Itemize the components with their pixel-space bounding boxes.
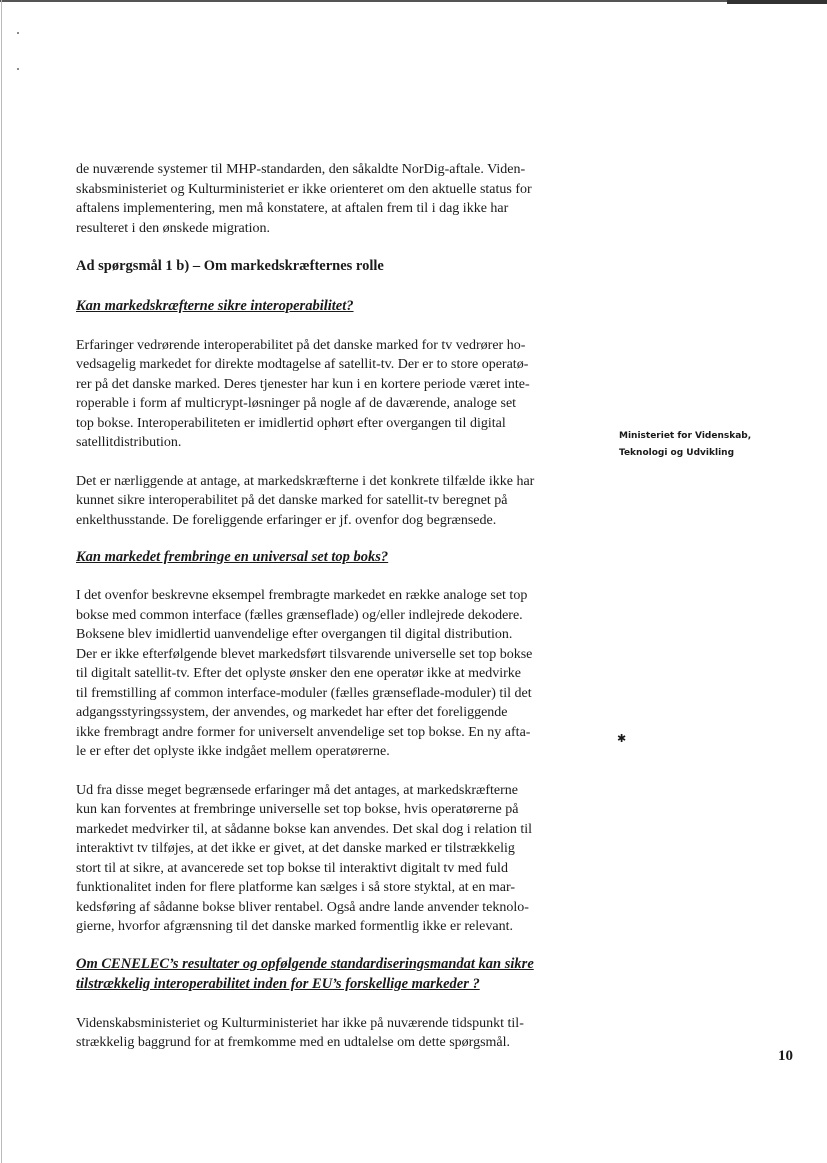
paragraph-conclusion: Videnskabsministeriet og Kulturministeriet har ikke på nuværende tidspunkt til- strækkelig baggrund for at fremkomme med en udtalelse om dette spørgsmål. [76, 1015, 524, 1050]
paragraph-experience: Erfaringer vedrørende interoperabilitet på det danske marked for tv vedrører ho- vedsagelig markedet for direkte modtagelse af satellit-tv. Der er to store operatø- rer på det danske marked. Deres tjenester har kun i en kortere periode været inte- roperable i form af multicrypt-løsninger på nogle af de daværende, analoge set top bokse. Interoperabiliteten er imidlertid ophørt efter overgangen til digital satellitdistribution. [76, 337, 530, 450]
scan-left-edge [1, 0, 2, 1163]
section-heading: Ad spørgsmål 1 b) – Om markedskræfternes rolle [76, 258, 384, 274]
scan-speck [17, 68, 19, 70]
paragraph-assumption: Det er nærliggende at antage, at markedskræfterne i det konkrete tilfælde ikke har kunnet sikre interoperabilitet på det danske marked for satellit-tv beregnet på enkelthusstande. De foreliggende erfaringer er jf. ovenfor dog begrænsede. [76, 473, 535, 528]
scan-speck [17, 32, 19, 34]
paragraph-intro: de nuværende systemer til MHP-standarden, den såkaldte NorDig-aftale. Viden- skabsministeriet og Kulturministeriet er ikke orienteret om den aktuelle status for aftalens implementering, men må konstatere, at aftalen frem til i dag ikke har resulteret i den ønskede migration. [76, 162, 532, 236]
scan-top-edge [0, 0, 827, 2]
paragraph-example: I det ovenfor beskrevne eksempel frembragte markedet en række analoge set top bokse med common interface (fælles grænseflade) og/eller indlejrede dekodere. Boksene blev imidlertid uanvendelige efter overgangen til digital distribution. Der er ikke efterfølgende blevet markedsført tilsvarende universelle set top bokse til digitalt satellit-tv. Efter det oplyste ønsker den ene operatør ikke at medvirke til fremstilling af common interface-moduler (fælles grænseflade-moduler) til det adgangsstyringssystem, der anvendes, og markedet har efter det foreliggende ikke frembragt andre former for universelt anvendelige set top bokse. En ny afta- le er efter det oplyste ikke indgået mellem operatørerne. [76, 588, 533, 759]
ministry-sidebar-label: Ministeriet for Videnskab, Teknologi og Udvikling [619, 431, 752, 458]
question-heading-set-top-box: Kan markedet frembringe en universal set top boks? [76, 549, 389, 565]
main-text-column [76, 160, 596, 1053]
question-heading-cenelec: Om CENELEC’s resultater og opfølgende standardiseringsmandat kan sikre tilstrækkelig interoperabilitet inden for EU’s forskellige markeder ? [76, 955, 534, 992]
margin-mark: ✱ [617, 732, 627, 745]
question-heading-interoperability: Kan markedskræfterne sikre interoperabilitet? [76, 297, 354, 314]
scan-top-edge-right [727, 0, 827, 4]
paragraph-limited-experience: Ud fra disse meget begrænsede erfaringer må det antages, at markedskræfterne kun kan forventes at frembringe universelle set top bokse, hvis operatørerne på markedet medvirker til, at sådanne bokse kan anvendes. Det skal dog i relation til interaktivt tv tilføjes, at det ikke er givet, at det danske marked er tilstrækkelig stort til at sikre, at avancerede set top bokse til interaktivt digitalt tv med fuld funktionalitet inden for flere platforme kan sælges i så store styktal, at en mar- kedsføring af sådanne bokse bliver rentabel. Også andre lande anvender teknolo- gierne, hvorfor afgrænsning til det danske marked formentlig ikke er relevant. [76, 782, 533, 934]
page-number: 10 [778, 1048, 793, 1064]
